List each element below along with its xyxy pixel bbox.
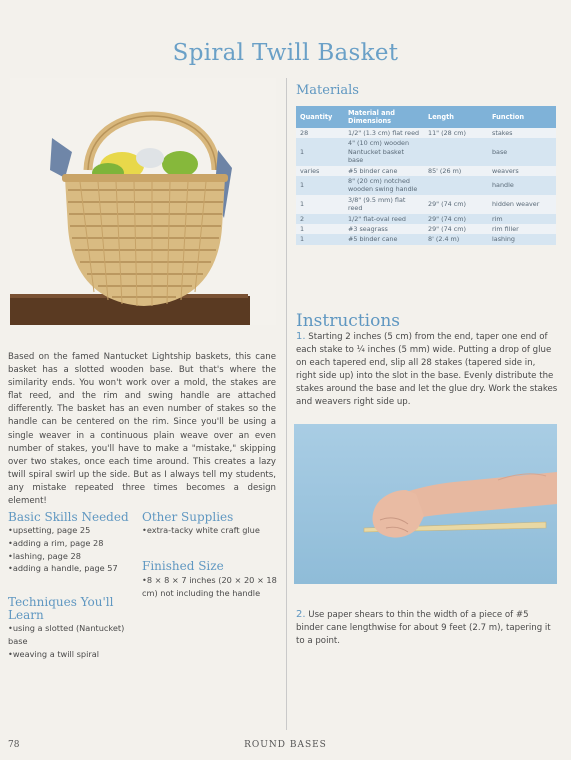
instruction-step [296, 608, 558, 648]
intro-paragraph: Based on the famed Nantucket Lightship baskets, this cane basket has a slotted wooden base. But that's where the similarity ends. You won't work over a mold, the stakes are flat reed, and the rim and swing handle are attached differently. The basket has an even number of stakes so the handle can be centered on the rim. Since you'll be using a single weaver in a continuous plain weave over an even number of stakes, you'll have to make a "mistake," skipping over two stakes, once each time around. This creates a lazy twill spiral swirl up the side. But as I always tell my students, any mistake repeated three times becomes a design element! [8, 352, 276, 507]
list-item: • adding a rim, page 28 [8, 537, 138, 550]
table-row [296, 234, 556, 244]
other-supplies-heading: Other Supplies [142, 510, 234, 524]
table-cell: 4" (10 cm) wooden Nantucket basket base [344, 138, 424, 165]
column-header: Function [488, 106, 556, 128]
table-cell: 1 [296, 176, 344, 195]
table-header-row [296, 106, 556, 128]
page-title: Spiral Twill Basket [172, 40, 399, 66]
step-text: Starting 2 inches (5 cm) from the end, taper one end of each stake to ¼ inches (5 mm) wide. Putting a drop of glue on each tapered end, slip all 28 stakes (tapered side in, right side up) into the slot in the base. Evenly distribute the stakes around the base and let the glue dry. Work the stakes and weavers right side up. [296, 332, 558, 407]
table-cell: 1 [296, 195, 344, 214]
step-number: 2. [296, 609, 306, 620]
table-cell: #5 binder cane [344, 166, 424, 176]
list-item: • using a slotted (Nantucket) base [8, 622, 138, 648]
table-cell [424, 138, 488, 165]
list-item: • upsetting, page 25 [8, 524, 138, 537]
page-number: 78 [8, 740, 20, 750]
table-row [296, 176, 556, 195]
table-cell: 2 [296, 214, 344, 224]
hand-photo [294, 424, 557, 584]
table-cell: rim filler [488, 224, 556, 234]
table-cell: base [488, 138, 556, 165]
column-divider [286, 78, 287, 730]
finished-size-list [142, 574, 282, 600]
table-cell: handle [488, 176, 556, 195]
table-row [296, 128, 556, 138]
table-row [296, 166, 556, 176]
step-number: 1. [296, 331, 306, 342]
table-cell: stakes [488, 128, 556, 138]
table-cell: #3 seagrass [344, 224, 424, 234]
table-cell: 3/8" (9.5 mm) flat reed [344, 195, 424, 214]
table-cell: 1/2" flat-oval reed [344, 214, 424, 224]
table-cell: 11" (28 cm) [424, 128, 488, 138]
techniques-list [8, 622, 138, 660]
table-cell: 29" (74 cm) [424, 214, 488, 224]
table-cell: 1 [296, 224, 344, 234]
table-cell: 1 [296, 138, 344, 165]
table-cell: 28 [296, 128, 344, 138]
materials-heading: Materials [296, 83, 359, 98]
step-text: Use paper shears to thin the width of a piece of #5 binder cane lengthwise for about 9 feet (2.7 m), tapering it to a point. [296, 610, 551, 646]
column-header: Quantity [296, 106, 344, 128]
list-item: • extra-tacky white craft glue [142, 524, 282, 537]
list-item: • weaving a twill spiral [8, 648, 138, 661]
table-cell: 29" (74 cm) [424, 195, 488, 214]
table-cell: #5 binder cane [344, 234, 424, 244]
list-item: • adding a handle, page 57 [8, 562, 138, 575]
table-cell: 29" (74 cm) [424, 224, 488, 234]
table-cell: weavers [488, 166, 556, 176]
table-row [296, 224, 556, 234]
table-cell: lashing [488, 234, 556, 244]
table-cell: varies [296, 166, 344, 176]
table-cell: rim [488, 214, 556, 224]
finished-size-heading: Finished Size [142, 559, 224, 573]
other-supplies-list [142, 524, 282, 537]
table-cell: 8' (2.4 m) [424, 234, 488, 244]
basic-skills-heading: Basic Skills Needed [8, 510, 129, 524]
instructions-heading: Instructions [296, 311, 400, 331]
table-row [296, 214, 556, 224]
instruction-step [296, 330, 558, 409]
list-item: • 8 × 8 × 7 inches (20 × 20 × 18 cm) not including the handle [142, 574, 282, 600]
table-cell: 8" (20 cm) notched wooden swing handle [344, 176, 424, 195]
table-cell: 1/2" (1.3 cm) flat reed [344, 128, 424, 138]
table-row [296, 195, 556, 214]
materials-table [296, 106, 556, 245]
techniques-heading: Techniques You'll Learn [8, 595, 114, 622]
column-header: Length [424, 106, 488, 128]
table-cell [424, 176, 488, 195]
running-footer: ROUND BASES [244, 740, 327, 750]
list-item: • lashing, page 28 [8, 550, 138, 563]
table-cell: hidden weaver [488, 195, 556, 214]
basket-photo [10, 78, 276, 325]
table-cell: 1 [296, 234, 344, 244]
basic-skills-list [8, 524, 138, 575]
column-header: Material and Dimensions [344, 106, 424, 128]
table-row [296, 138, 556, 165]
table-cell: 85' (26 m) [424, 166, 488, 176]
